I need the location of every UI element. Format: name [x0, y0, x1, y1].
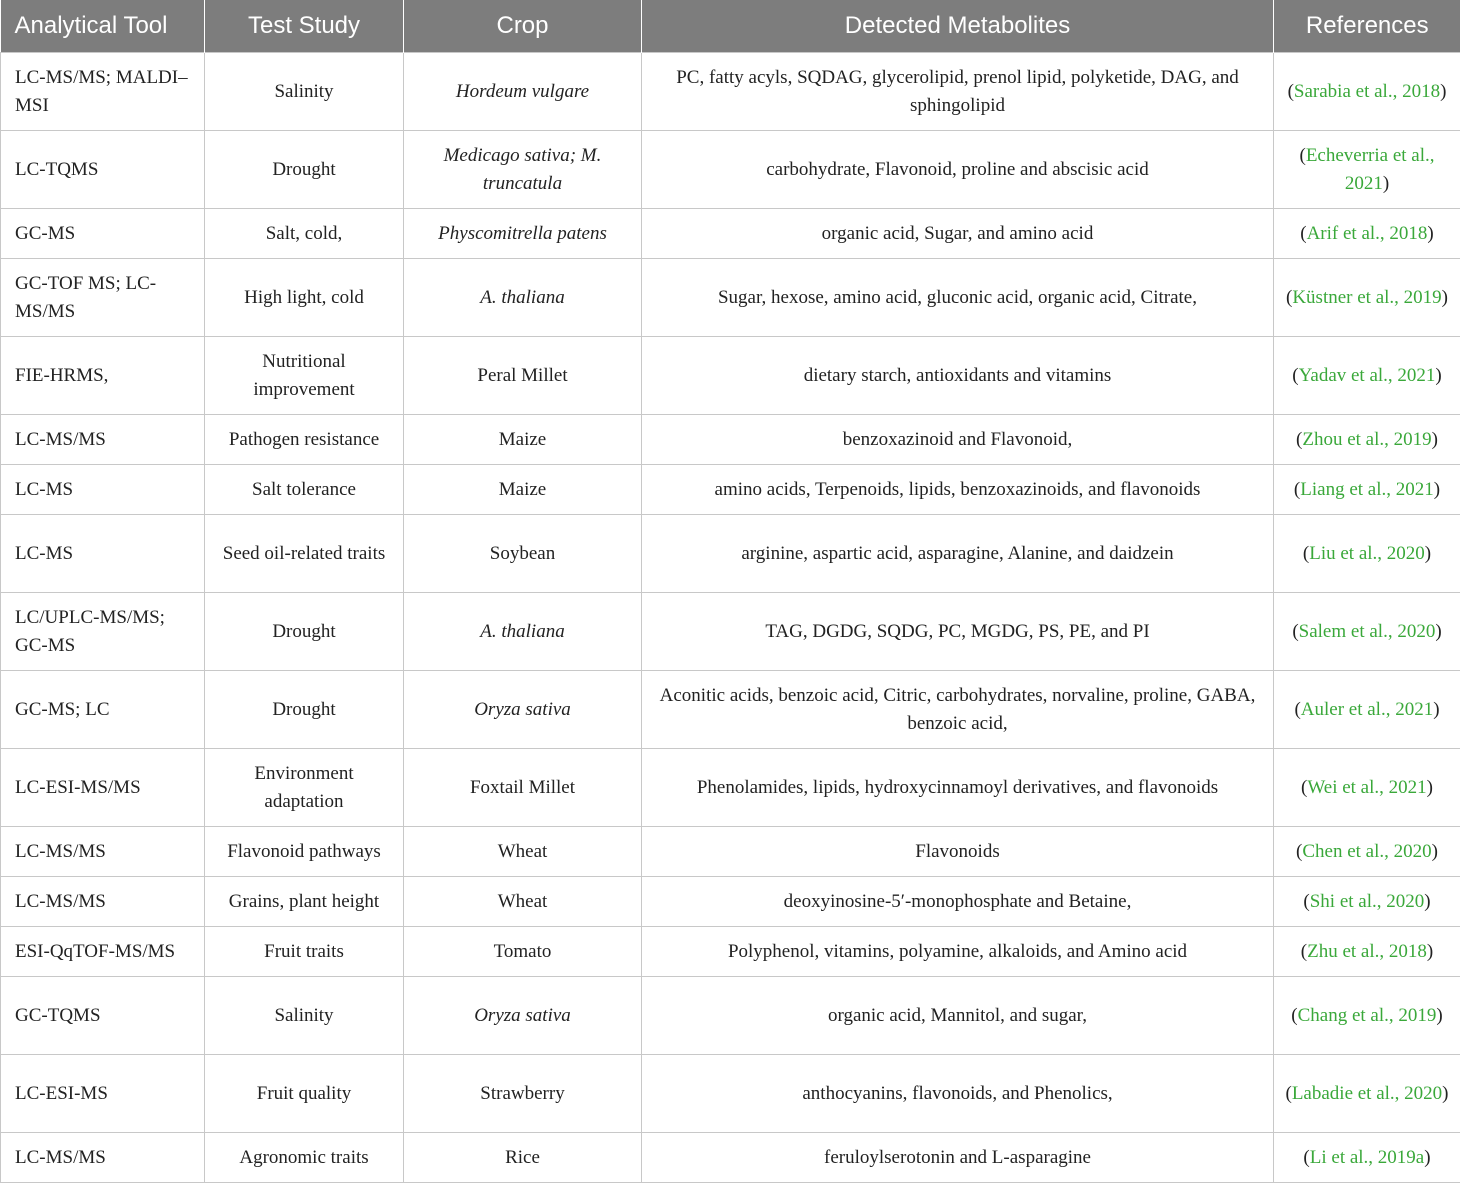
cell-reference: (Liu et al., 2020) [1274, 515, 1460, 593]
reference-link[interactable]: Sarabia et al., 2018 [1294, 81, 1440, 102]
cell-test-study: Salt tolerance [205, 465, 404, 515]
cell-analytical-tool: LC-MS/MS [1, 827, 205, 877]
cell-reference: (Liang et al., 2021) [1274, 465, 1460, 515]
table-row [1, 415, 1460, 465]
cell-detected-metabolites: anthocyanins, flavonoids, and Phenolics, [642, 1055, 1274, 1133]
reference-link[interactable]: Liang et al., 2021 [1300, 479, 1434, 500]
reference-link[interactable]: Yadav et al., 2021 [1299, 365, 1436, 386]
table-row [1, 593, 1460, 671]
reference-link[interactable]: Zhu et al., 2018 [1307, 941, 1427, 962]
cell-analytical-tool: FIE-HRMS, [1, 337, 205, 415]
reference-link[interactable]: Arif et al., 2018 [1307, 223, 1428, 244]
cell-crop: Oryza sativa [404, 977, 642, 1055]
cell-test-study: Salinity [205, 53, 404, 131]
cell-crop: Maize [404, 415, 642, 465]
cell-crop: Soybean [404, 515, 642, 593]
cell-test-study: Drought [205, 671, 404, 749]
cell-reference: (Sarabia et al., 2018) [1274, 53, 1460, 131]
cell-reference: (Zhu et al., 2018) [1274, 927, 1460, 977]
header-analytical-tool: Analytical Tool [1, 0, 205, 53]
cell-detected-metabolites: feruloylserotonin and L-asparagine [642, 1133, 1274, 1183]
cell-test-study: High light, cold [205, 259, 404, 337]
cell-reference: (Li et al., 2019a) [1274, 1133, 1460, 1183]
header-detected-metabolites: Detected Metabolites [642, 0, 1274, 53]
cell-analytical-tool: LC-MS/MS [1, 415, 205, 465]
table-row [1, 1055, 1460, 1133]
cell-test-study: Grains, plant height [205, 877, 404, 927]
cell-test-study: Salt, cold, [205, 209, 404, 259]
cell-test-study: Nutritional improvement [205, 337, 404, 415]
cell-test-study: Drought [205, 593, 404, 671]
cell-reference: (Wei et al., 2021) [1274, 749, 1460, 827]
cell-crop: A. thaliana [404, 259, 642, 337]
cell-reference: (Echeverria et al., 2021) [1274, 131, 1460, 209]
cell-crop: Wheat [404, 827, 642, 877]
cell-crop: Rice [404, 1133, 642, 1183]
cell-test-study: Drought [205, 131, 404, 209]
cell-reference: (Shi et al., 2020) [1274, 877, 1460, 927]
reference-link[interactable]: Liu et al., 2020 [1309, 543, 1425, 564]
reference-link[interactable]: Auler et al., 2021 [1301, 699, 1433, 720]
reference-link[interactable]: Shi et al., 2020 [1310, 891, 1425, 912]
cell-detected-metabolites: Phenolamides, lipids, hydroxycinnamoyl derivatives, and flavonoids [642, 749, 1274, 827]
cell-analytical-tool: ESI-QqTOF-MS/MS [1, 927, 205, 977]
cell-analytical-tool: GC-MS [1, 209, 205, 259]
reference-link[interactable]: Li et al., 2019a [1310, 1147, 1425, 1168]
cell-test-study: Flavonoid pathways [205, 827, 404, 877]
cell-analytical-tool: LC-MS/MS; MALDI–MSI [1, 53, 205, 131]
cell-test-study: Seed oil-related traits [205, 515, 404, 593]
cell-test-study: Environment adaptation [205, 749, 404, 827]
cell-crop: A. thaliana [404, 593, 642, 671]
cell-crop: Foxtail Millet [404, 749, 642, 827]
cell-crop: Tomato [404, 927, 642, 977]
cell-detected-metabolites: deoxyinosine-5′-monophosphate and Betaine, [642, 877, 1274, 927]
cell-crop: Hordeum vulgare [404, 53, 642, 131]
header-crop: Crop [404, 0, 642, 53]
table-row [1, 671, 1460, 749]
cell-detected-metabolites: Aconitic acids, benzoic acid, Citric, carbohydrates, norvaline, proline, GABA, benzoic acid, [642, 671, 1274, 749]
cell-reference: (Labadie et al., 2020) [1274, 1055, 1460, 1133]
cell-detected-metabolites: dietary starch, antioxidants and vitamins [642, 337, 1274, 415]
cell-crop: Peral Millet [404, 337, 642, 415]
table-row [1, 131, 1460, 209]
reference-link[interactable]: Chang et al., 2019 [1298, 1005, 1437, 1026]
table-row [1, 515, 1460, 593]
cell-crop: Medicago sativa; M. truncatula [404, 131, 642, 209]
cell-detected-metabolites: Sugar, hexose, amino acid, gluconic acid, organic acid, Citrate, [642, 259, 1274, 337]
reference-link[interactable]: Wei et al., 2021 [1307, 777, 1426, 798]
table-row [1, 749, 1460, 827]
table-row [1, 337, 1460, 415]
table-row [1, 877, 1460, 927]
table-row [1, 927, 1460, 977]
cell-reference: (Küstner et al., 2019) [1274, 259, 1460, 337]
cell-analytical-tool: LC/UPLC-MS/MS; GC-MS [1, 593, 205, 671]
cell-test-study: Pathogen resistance [205, 415, 404, 465]
cell-crop: Maize [404, 465, 642, 515]
cell-analytical-tool: GC-TOF MS; LC-MS/MS [1, 259, 205, 337]
cell-analytical-tool: LC-MS [1, 515, 205, 593]
cell-analytical-tool: LC-MS/MS [1, 1133, 205, 1183]
header-test-study: Test Study [205, 0, 404, 53]
cell-analytical-tool: LC-TQMS [1, 131, 205, 209]
header-row [1, 0, 1460, 53]
cell-reference: (Chen et al., 2020) [1274, 827, 1460, 877]
cell-crop: Physcomitrella patens [404, 209, 642, 259]
cell-analytical-tool: GC-TQMS [1, 977, 205, 1055]
cell-crop: Strawberry [404, 1055, 642, 1133]
cell-analytical-tool: LC-ESI-MS/MS [1, 749, 205, 827]
cell-test-study: Agronomic traits [205, 1133, 404, 1183]
cell-detected-metabolites: carbohydrate, Flavonoid, proline and abscisic acid [642, 131, 1274, 209]
cell-detected-metabolites: organic acid, Sugar, and amino acid [642, 209, 1274, 259]
cell-detected-metabolites: Polyphenol, vitamins, polyamine, alkaloids, and Amino acid [642, 927, 1274, 977]
cell-detected-metabolites: benzoxazinoid and Flavonoid, [642, 415, 1274, 465]
reference-link[interactable]: Salem et al., 2020 [1299, 621, 1436, 642]
header-references: References [1274, 0, 1460, 53]
cell-analytical-tool: LC-ESI-MS [1, 1055, 205, 1133]
cell-test-study: Salinity [205, 977, 404, 1055]
cell-test-study: Fruit quality [205, 1055, 404, 1133]
cell-detected-metabolites: organic acid, Mannitol, and sugar, [642, 977, 1274, 1055]
cell-detected-metabolites: arginine, aspartic acid, asparagine, Alanine, and daidzein [642, 515, 1274, 593]
reference-link[interactable]: Echeverria et al., 2021 [1306, 145, 1435, 194]
table-row [1, 53, 1460, 131]
cell-detected-metabolites: amino acids, Terpenoids, lipids, benzoxazinoids, and flavonoids [642, 465, 1274, 515]
reference-link[interactable]: Chen et al., 2020 [1302, 841, 1431, 862]
table-row [1, 827, 1460, 877]
cell-analytical-tool: GC-MS; LC [1, 671, 205, 749]
table-row [1, 1133, 1460, 1183]
reference-link[interactable]: Zhou et al., 2019 [1302, 429, 1431, 450]
cell-analytical-tool: LC-MS [1, 465, 205, 515]
cell-reference: (Salem et al., 2020) [1274, 593, 1460, 671]
cell-analytical-tool: LC-MS/MS [1, 877, 205, 927]
table-row [1, 977, 1460, 1055]
cell-reference: (Chang et al., 2019) [1274, 977, 1460, 1055]
table-row [1, 209, 1460, 259]
cell-reference: (Auler et al., 2021) [1274, 671, 1460, 749]
cell-reference: (Yadav et al., 2021) [1274, 337, 1460, 415]
reference-link[interactable]: Küstner et al., 2019 [1292, 287, 1441, 308]
cell-detected-metabolites: PC, fatty acyls, SQDAG, glycerolipid, prenol lipid, polyketide, DAG, and sphingolipid [642, 53, 1274, 131]
cell-reference: (Arif et al., 2018) [1274, 209, 1460, 259]
cell-detected-metabolites: Flavonoids [642, 827, 1274, 877]
cell-crop: Wheat [404, 877, 642, 927]
reference-link[interactable]: Labadie et al., 2020 [1292, 1083, 1442, 1104]
cell-test-study: Fruit traits [205, 927, 404, 977]
table-row [1, 259, 1460, 337]
cell-crop: Oryza sativa [404, 671, 642, 749]
cell-reference: (Zhou et al., 2019) [1274, 415, 1460, 465]
cell-detected-metabolites: TAG, DGDG, SQDG, PC, MGDG, PS, PE, and PI [642, 593, 1274, 671]
table-row [1, 465, 1460, 515]
